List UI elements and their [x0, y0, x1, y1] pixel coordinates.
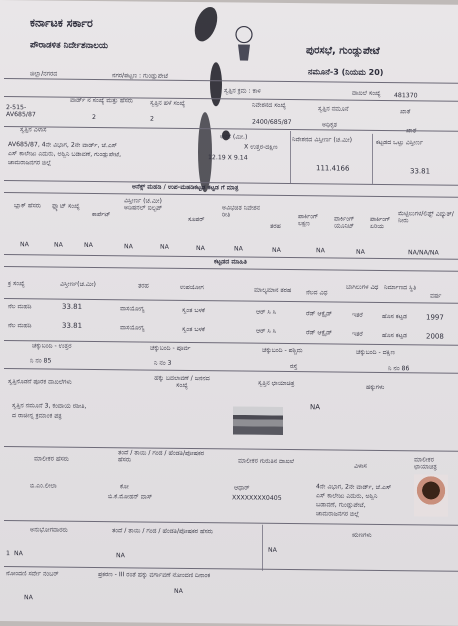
- annex-value: NA: [272, 246, 281, 254]
- owner-name: ಬಿ.ಎಂ.ಲೀಲಾ: [30, 482, 57, 490]
- boundary-north: ನಿ ನಂ 85: [30, 357, 52, 365]
- building-condition: ಹೊಸ ಕಟ್ಟಡ: [382, 313, 407, 321]
- beneficiary-index: 1: [6, 550, 10, 558]
- liabilities: NA: [268, 546, 277, 554]
- building-header: ಕ್ರ ಸಂಖ್ಯೆ: [8, 280, 25, 288]
- annex-value: NA/NA/NA: [408, 249, 439, 257]
- door-kind: ಇತರೆ: [352, 311, 363, 319]
- govt-title: ಕರ್ನಾಟಕ ಸರ್ಕಾರ: [30, 16, 93, 30]
- annex-value: NA: [196, 245, 205, 253]
- floor: ನೆಲ ಮಹಡಿ: [8, 322, 32, 330]
- owner-id-header: ಮಾಲೀಕರ ಗುರುತಿನ ದಾಖಲೆ: [238, 457, 295, 466]
- boundary-south-label: ಚಕ್ಕುಬಂದಿ - ದಕ್ಷಿಣ: [356, 348, 395, 357]
- floor-kind: ರೆಡ್ ಆಕ್ಸೈಡ್: [306, 310, 333, 318]
- address-label: ಸ್ವತ್ತಿನ ವಿಳಾಸ: [20, 126, 47, 134]
- old-number-label: ಸ್ವತ್ತಿನ ಹಳೆ ಸಂಖ್ಯೆ: [150, 99, 186, 107]
- state-emblem-icon: [232, 24, 256, 64]
- address-line: ಚಾಮರಾಜನಗರ ಜಿಲ್ಲೆ: [8, 159, 52, 167]
- building-header: ತರಹ: [138, 282, 149, 290]
- supporting-docs-label: ಸ್ವತ್ತಿನೊಡನೆ ಪೂರಕ ದಾಖಲೆಗಳು: [8, 378, 72, 386]
- supporting-docs: ಸ್ವತ್ತಿನ ನಮೂನೆ 3, ಕಂದಾಯ ರಶೀತಿ,: [12, 402, 87, 410]
- district-label: ಜಿಲ್ಲಾ/ನಗರದ: [30, 70, 58, 78]
- boundary-east-label: ಚಕ್ಕುಬಂದಿ - ಪೂರ್ವ: [150, 344, 191, 352]
- town-label: ನಗರ/ಪಟ್ಟಣ : ಗುಂಡ್ಲುಪೇಟೆ: [112, 72, 169, 80]
- rule: [4, 446, 458, 452]
- survey-number-label: ನೋಂದಣಿ ಸರ್ವೇ ನಂಬರ್: [6, 570, 59, 578]
- building-header: ಬಾಗಿಲುಗಳ ವಿಧ: [346, 283, 379, 291]
- owner-relation: ಕೋ: [120, 483, 129, 491]
- floor-type: ವಾಸಯೋಗ್ಯ: [120, 305, 145, 313]
- beneficiary-relation-header: ತಂದೆ / ತಾಯಿ / ಗಂಡ / ಹೆಂಡತಿ/ಪೋಷಕರ ಹೆಸರು: [112, 527, 214, 536]
- dimension-orientation: X ಉತ್ತರ-ದಕ್ಷಿಣ: [244, 143, 278, 151]
- beneficiary-name: NA: [14, 550, 23, 558]
- address-line: ಎಸ್ ಕಾಲೇಜು ಎದುರು, ಅಶ್ವಿನಿ ಬಡಾವಣೆ, ಗುಂಡ್ಲುಪೇಟೆ,: [8, 150, 122, 159]
- transfer-date: NA: [174, 587, 183, 595]
- annex-header: ಪಾರ್ಕಿಂಗ್ ಲಕ್ಷಣ: [298, 213, 319, 228]
- annex-header: ಮೆಟ್ಟಿಲುಗಳ/ಲಿಫ್ಟ್ ವಿದ್ಯುತ್/ನೀರು: [398, 210, 454, 225]
- building-header: ಉಪಯೋಗ: [180, 283, 204, 292]
- annex-value: NA: [20, 241, 29, 249]
- owner-address: ಎಸ್ ಕಾಲೇಜು ಎದುರು, ಅಶ್ವಿನಿ: [316, 492, 378, 500]
- property-type: ಅಧಿಕೃತ: [322, 121, 337, 129]
- ink-blot: [210, 62, 222, 106]
- boundary-west-label: ಚಕ್ಕುಬಂದಿ - ಪಶ್ಚಿಮ: [262, 346, 303, 355]
- transfer-date-label: ಪ್ರಕರಣ - III ರಂತೆ ಹಕ್ಕು ವರ್ಗಾವಣೆ ನೋಂದಣಿ ದಿನಾಂಕ: [98, 571, 211, 580]
- site-area-label: ನಿವೇಶನದ ವಿಸ್ತೀರ್ಣ (ಚ.ಮೀ): [292, 136, 353, 144]
- record-number: 481370: [394, 92, 418, 100]
- annex-value: NA: [54, 241, 63, 249]
- rule: [4, 266, 458, 272]
- annex-title: ಅನೆಕ್ಸ್ ಮಹಡಿ / ಉಪ-ಮಹಡಿಕಟ್ಟಡ ಕಟ್ಟಡ ಗೆ ಮಾತ್ರ: [132, 183, 239, 192]
- floor-area: 33.81: [62, 321, 83, 330]
- site-area: 111.4166: [316, 164, 350, 173]
- annex-header: ಪಾರ್ಕಿಂಗ್ ಯೂನಿಟ್: [334, 215, 355, 230]
- boundary-east: ನಿ ನಂ 3: [154, 359, 172, 367]
- liabilities-header: ಋಣಗಳು: [352, 531, 372, 539]
- property-kind: ಸ್ವತ್ತಿನ ಕ್ರಮ : ಕಾಳಿ: [224, 87, 261, 95]
- municipality-title: ಪುರಸಭೆ, ಗುಂಡ್ಲುಪೇಟೆ: [306, 45, 380, 57]
- address-line: AV685/87, 4ನೇ ವಿಭಾಗ, 2ನೇ ವಾರ್ಡ್, ಜೆ.ಎಸ್: [8, 141, 118, 150]
- annex-header: ಪಾರ್ಕಿಂಗ್ ಏರಿಯ: [370, 215, 391, 231]
- built-area-label: ಕಟ್ಟಡದ ಒಟ್ಟು ವಿಸ್ತೀರ್ಣ: [376, 138, 423, 147]
- annex-value: NA: [124, 243, 133, 251]
- annex-header: ಅವಿಭಜಿತ ನಿವೇಶನ ರೀತಿ: [222, 204, 260, 219]
- annex-header: ಸೂಪರ್: [188, 215, 205, 224]
- site-number-label: ನಿವೇಶನದ ಸಂಖ್ಯೆ: [252, 101, 286, 109]
- old-number: 2: [150, 115, 154, 123]
- owner-relation-name: ಬಿ.ಕೆ.ಮೋಹನ್ ದಾಸ್: [108, 493, 153, 501]
- rights-change-label: ಹಕ್ಕು ಬದಲಾವಣೆ / ಜನನದ ಸಂಖ್ಯೆ: [154, 374, 210, 389]
- annex-value: NA: [356, 248, 365, 256]
- rule: [262, 525, 263, 571]
- rights-value: NA: [310, 403, 321, 412]
- building-year: 2008: [426, 332, 444, 341]
- annex-value: NA: [234, 245, 243, 253]
- building-header: ವರ್ಷ: [430, 292, 442, 300]
- rule: [4, 78, 458, 84]
- annex-value: NA: [316, 247, 325, 255]
- building-header: ನೆಲದ ವಿಧ: [306, 289, 328, 297]
- owner-id-number: XXXXXXXX0405: [232, 494, 282, 502]
- dept-title: ಪೌರಾಡಳಿತ ನಿರ್ದೇಶನಾಲಯ: [30, 40, 109, 52]
- annex-header: ಫ್ಲ್ಯಾಟ್ ಸಂಖ್ಯೆ: [52, 202, 80, 210]
- rule: [4, 566, 458, 572]
- ward-label: ವಾರ್ಡ್ ನ ಸಂಖ್ಯೆ ಮತ್ತು ಹೆಸರು: [70, 96, 133, 105]
- annex-header: ವಿಸ್ತೀರ್ಣ (ಚ.ಮೀ) ಅಡಿಷನಲ್ ಬಿಲ್ಟಪ್: [124, 197, 163, 212]
- roof-type: ಆರ್ ಸಿ ಸಿ: [256, 308, 276, 316]
- owner-photo-header: ಮಾಲೀಕರ ಛಾಯಾಚಿತ್ರ: [414, 456, 437, 471]
- owner-relation-header: ತಂದೆ / ತಾಯಿ / ಗಂಡ / ಹೆಂಡತಿ/ಪೋಷಕರ ಹೆಸರು: [118, 449, 204, 464]
- floor-area: 33.81: [62, 302, 83, 311]
- property-id: 2-515-AV685/87: [6, 104, 36, 119]
- building-year: 1997: [426, 313, 444, 322]
- floor-usage: ಸ್ವಂತ ಬಳಕೆ: [182, 325, 205, 334]
- annex-value: NA: [84, 241, 93, 249]
- supporting-docs: ದ ರಾಜೀನ್ನ ಕ್ರಮಾಂಕ ಪತ್ರ: [12, 412, 62, 420]
- owner-address-header: ವಿಳಾಸ: [354, 462, 367, 470]
- door-kind: ಇತರೆ: [352, 330, 363, 338]
- building-header: ವಿಸ್ತೀರ್ಣ(ಚ.ಮೀ): [60, 280, 96, 289]
- beneficiary-header: ಅನುಭೋಗದಾರರು: [30, 526, 68, 534]
- built-area: 33.81: [410, 167, 431, 176]
- building-title: ಕಟ್ಟಡದ ಮಾಹಿತಿ: [214, 258, 247, 266]
- annex-value: NA: [160, 243, 169, 251]
- building-header: ಮಾಲ್ಯಮಾನ ತರಹ: [254, 286, 292, 295]
- property-form-label: ಸ್ವತ್ತಿನ ನಮೂನೆ: [318, 105, 349, 113]
- rule: [290, 131, 291, 183]
- building-condition: ಹೊಸ ಕಟ್ಟಡ: [382, 332, 407, 340]
- khata-label: ಖಾತೆ: [400, 108, 411, 116]
- roof-type: ಆರ್ ಸಿ ಸಿ: [256, 327, 276, 335]
- form-number: ನಮೂನೆ-3 (ನಿಯಮ 20): [308, 67, 384, 78]
- rule: [4, 126, 458, 132]
- floor-kind: ರೆಡ್ ಆಕ್ಸೈಡ್: [306, 329, 333, 337]
- boundary-north-label: ಚಕ್ಕುಬಂದಿ - ಉತ್ತರ: [32, 342, 72, 350]
- site-number: 2400/685/87: [252, 118, 292, 127]
- floor-usage: ಸ್ವಂತ ಬಳಕೆ: [182, 306, 205, 315]
- annex-header: ಕಾರ್ಪೆಟ್: [92, 210, 111, 219]
- annex-header: ಬ್ಲಾಕ್ ಹೆಸರು: [14, 202, 41, 210]
- owner-name-header: ಮಾಲೀಕರ ಹೆಸರು: [34, 455, 69, 463]
- dimension-label: ಅಳತೆ (ಮೀ.): [220, 133, 248, 141]
- rights-label: ಹಕ್ಕುಗಳು: [366, 383, 385, 392]
- floor: ನೆಲ ಮಹಡಿ: [8, 303, 32, 311]
- floor-type: ವಾಸಯೋಗ್ಯ: [120, 324, 145, 332]
- owner-id-type: ಆಧಾರ್: [234, 484, 250, 492]
- ward-number: 2: [92, 113, 96, 122]
- annex-header: ತರಹ: [270, 222, 281, 230]
- ink-blot: [190, 4, 221, 45]
- owner-address: 4ನೇ ವಿಭಾಗ, 2ನೇ ವಾರ್ಡ್, ಜೆ.ಎಸ್: [316, 483, 392, 492]
- owner-address: ಬಡಾವಣೆ, ಗುಂಡ್ಲುಪೇಟೆ,: [316, 501, 366, 509]
- property-photo: [233, 406, 283, 435]
- boundary-west: ರಸ್ತೆ: [290, 363, 298, 371]
- rule: [4, 192, 458, 198]
- boundary-south: ನಿ ನಂ 86: [388, 365, 410, 373]
- building-header: ನಿರ್ಮಾಣದ ಸ್ಥಿತಿ: [384, 284, 417, 292]
- dimension-value: 12.19 X 9.14: [208, 154, 248, 162]
- record-number-label: ದಾಖಲೆ ಸಂಖ್ಯೆ: [352, 89, 381, 97]
- rule: [4, 520, 458, 526]
- beneficiary-relation: NA: [116, 552, 125, 560]
- owner-photo: [414, 474, 448, 516]
- survey-number: NA: [24, 594, 33, 602]
- rule: [372, 134, 373, 184]
- rule: [4, 340, 458, 346]
- ink-blot: [198, 112, 212, 192]
- property-photo-label: ಸ್ವತ್ತಿನ ಛಾಯಾಚಿತ್ರ: [258, 379, 295, 388]
- owner-address: ಚಾಮರಾಜನಗರ ಜಿಲ್ಲೆ: [316, 510, 360, 518]
